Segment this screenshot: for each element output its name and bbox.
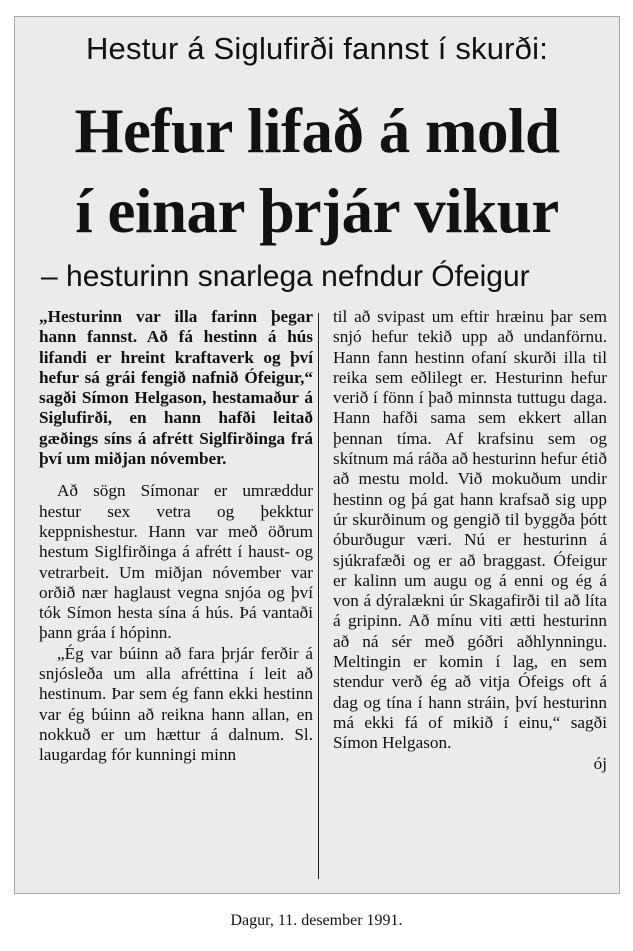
author-signature: ój — [593, 753, 607, 773]
column-divider — [318, 313, 319, 879]
lead-paragraph: „Hesturinn var illa farinn þegar hann fannst. Að fá hestinn á hús lifandi er hreint kraftaverk og því hefur sá grái fengið nafnið Ófeigur,“ sagði Símon Helgason, hestamaður á Siglufirði, en hann hafði leitað gæðings síns á afrétt Siglfirðinga frá því um miðjan nóvember. — [39, 307, 313, 469]
kicker: Hestur á Siglufirði fannst í skurði: — [85, 31, 549, 66]
column-left — [39, 307, 313, 766]
subheadline: – hesturinn snarlega nefndur Ófeigur — [41, 260, 530, 293]
body-paragraph-3: til að svipast um eftir hræinu þar sem snjó hefur tekið upp að undanförnu. Hann fann hestinn ofaní skurði illa til reika sem eðlilegt er. Hesturinn hefur verið í fönn í það minnsta tuttugu daga. Hann hafði sama sem ekkert allan þennan tíma. Af krafsinu sem og skítnum má ráða að hesturinn hefur étið að mestu mold. Við mokuðum undir hestinn og þá gat hann krafsað sig upp úr skurðinum og gengið til byggða þótt óburðugur væri. Nú er hesturinn á sjúkrafæði og er að braggast. Ófeigur er kalinn um augu og á enni og ég á von á dýralækni úr Skagafirði til að líta á gripinn. Að mínu viti ætti hesturinn að ná sér með góðri aðhlynningu. Meltingin er komin í lag, en sem stendur verð ég að vitja Ófeigs oft á dag og tína í hann stráin, því hesturinn má ekki fá of mikið í einu,“ sagði Símon Helgason. — [333, 307, 607, 753]
newspaper-clipping — [14, 16, 620, 894]
headline-line-1: Hefur lifað á mold — [74, 96, 560, 166]
body-paragraph-2: „Ég var búinn að fara þrjár ferðir á snjósleða um alla afréttina í leit að hestinum. Þar sem ég fann ekki hestinn var ég búinn að reikna hann allan, en nokkuð er um hættur á dalnum. Sl. laugardag fór kunningi minn — [39, 643, 313, 765]
column-right — [333, 307, 607, 774]
headline-line-2: í einar þrjár vikur — [75, 176, 559, 246]
source-caption: Dagur, 11. desember 1991. — [230, 912, 403, 929]
body-paragraph-1: Að sögn Símonar er umræddur hestur sex vetra og þekktur keppnishestur. Hann var með öðrum hestum Siglfirðinga á afrétt í haust- og vetrarbeit. Um miðjan nóvember var orðið nær haglaust vegna snjóa og því tók Símon hesta sína á hús. Þá vantaði þann gráa í hópinn. — [39, 481, 313, 643]
